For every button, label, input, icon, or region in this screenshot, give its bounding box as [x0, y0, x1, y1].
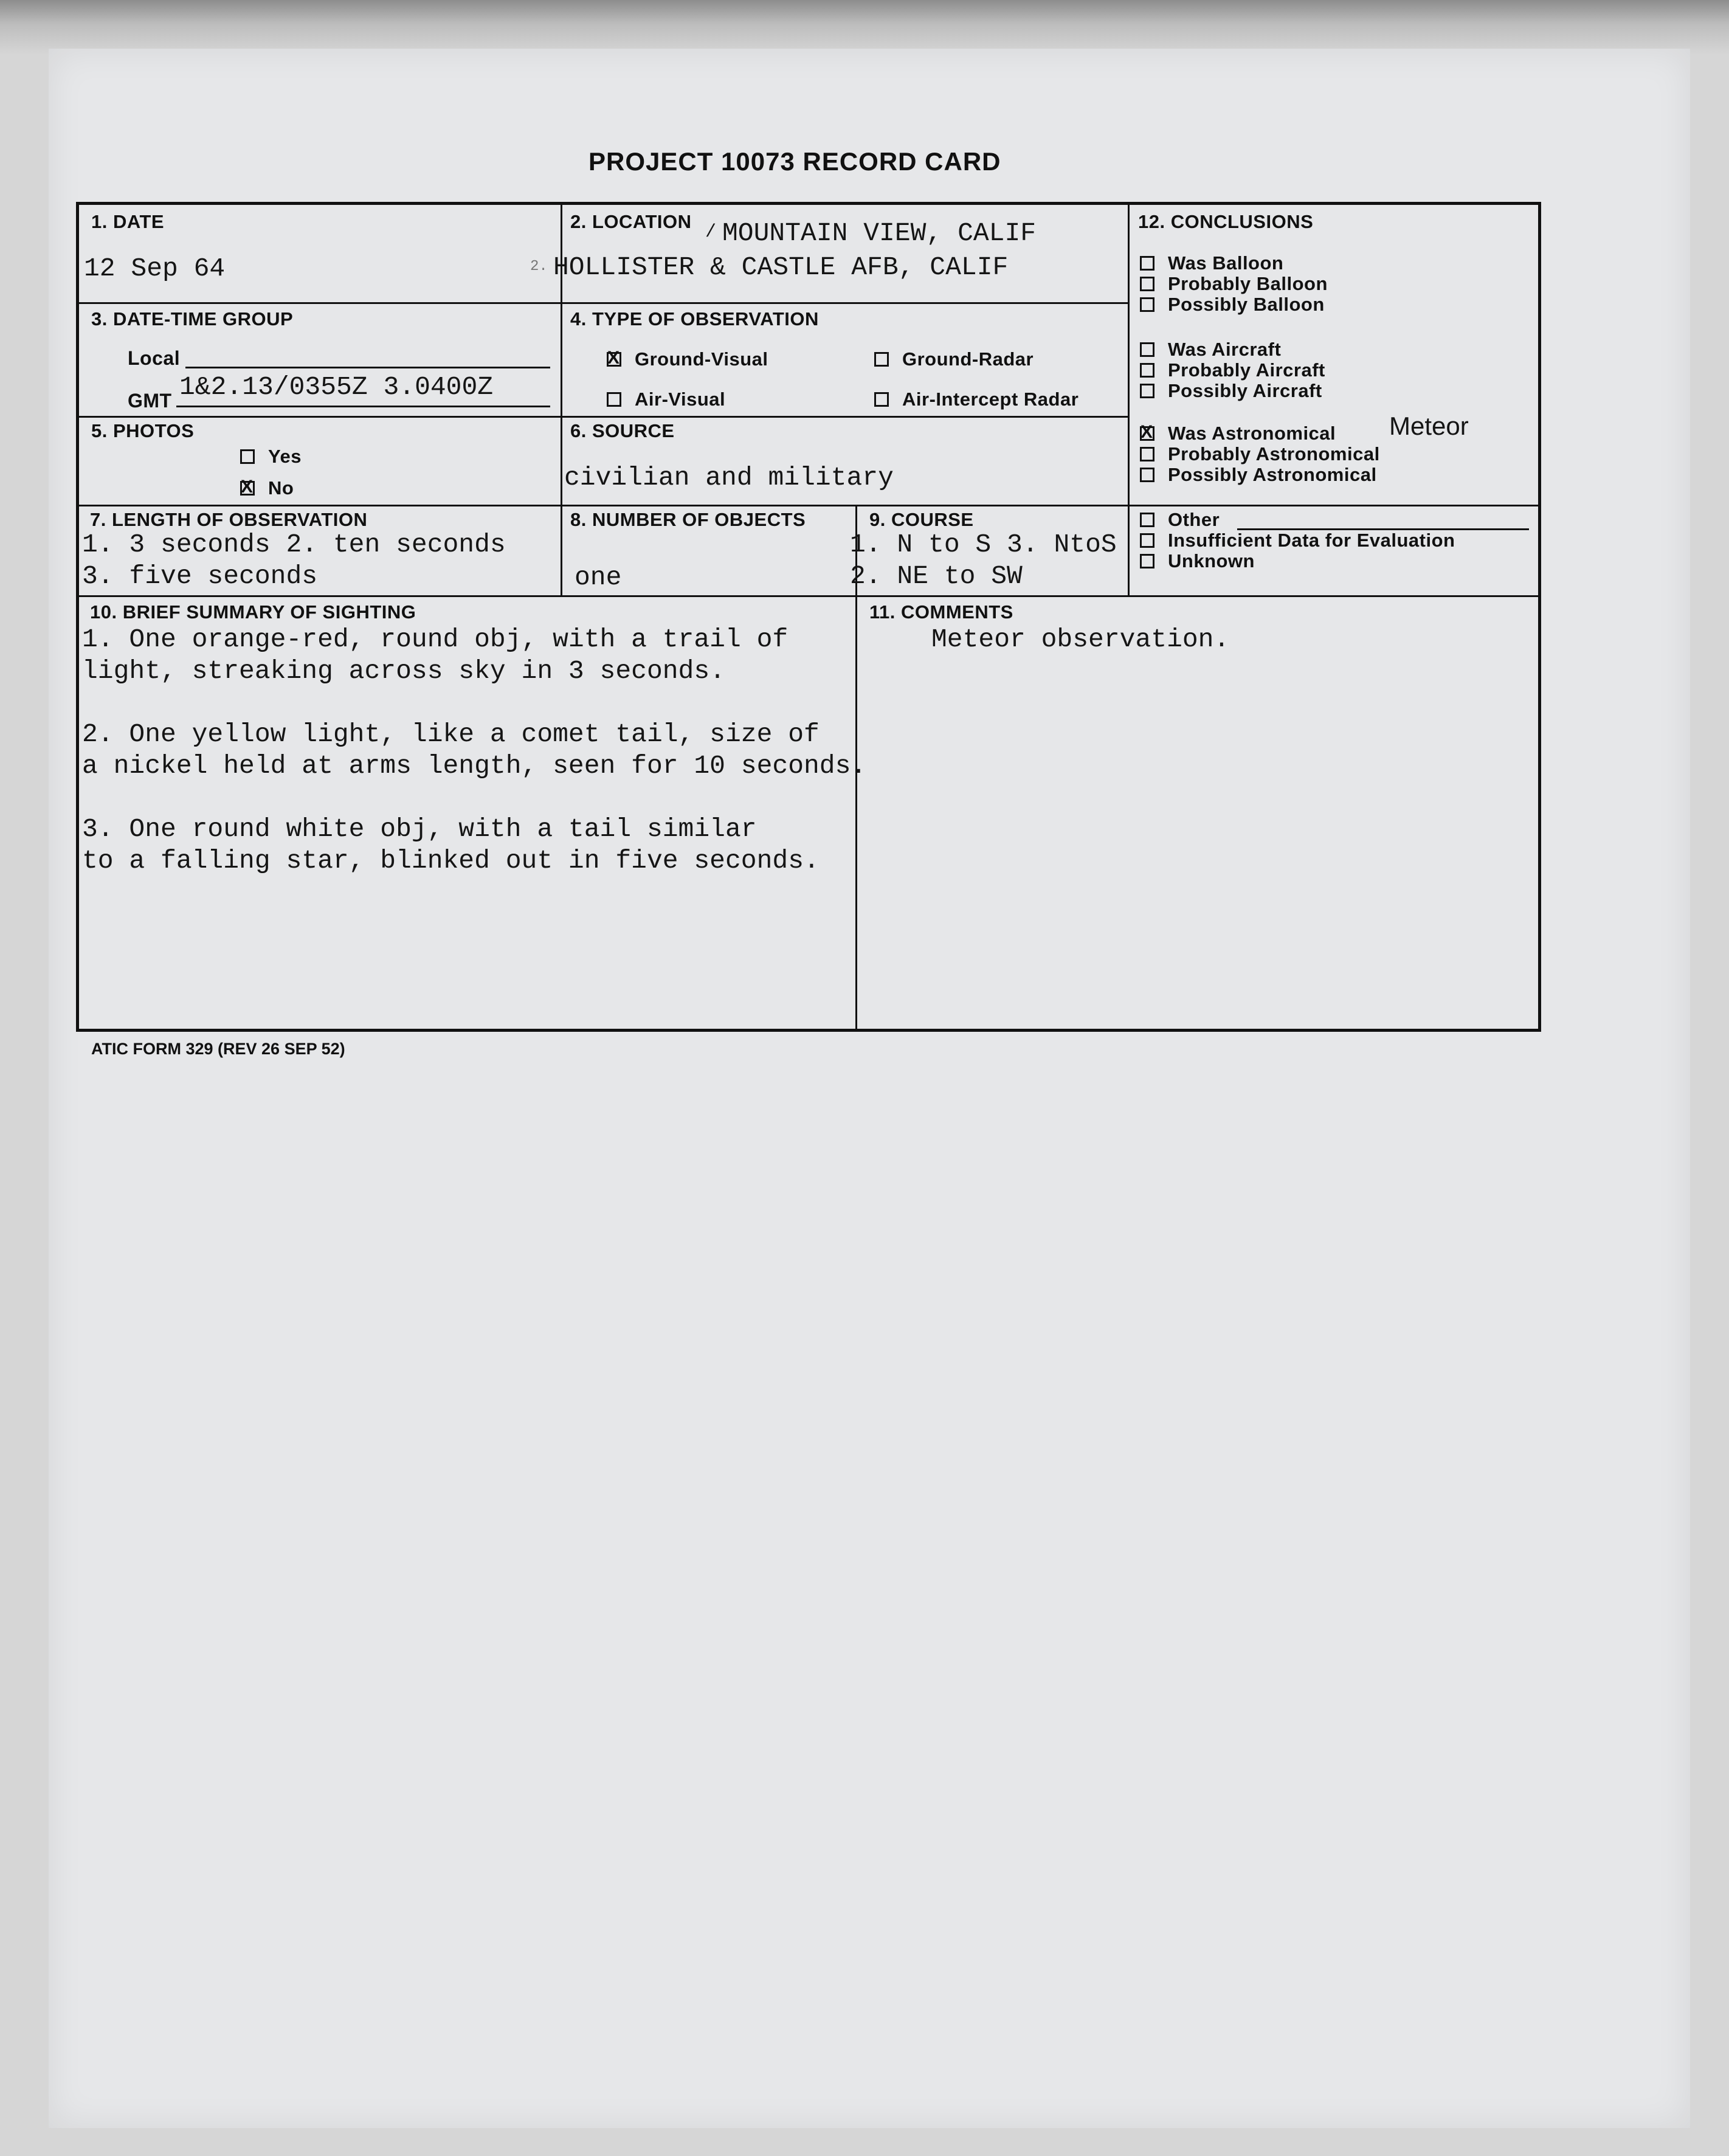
- bleed-through-text: [1265, 1192, 1280, 1222]
- source-value: civilian and military: [564, 463, 894, 492]
- conclusion-handwritten-meteor: Meteor: [1389, 412, 1469, 440]
- course-label: 9. COURSE: [869, 509, 974, 530]
- checkbox[interactable]: [240, 449, 255, 464]
- course-line-2: 2. NE to SW: [850, 561, 1023, 591]
- location-line-2: HOLLISTER & CASTLE AFB, CALIF: [553, 252, 1009, 282]
- length-line-1: 1. 3 seconds 2. ten seconds: [82, 530, 506, 559]
- checkbox-checked[interactable]: [607, 352, 621, 367]
- checkbox[interactable]: [607, 392, 621, 407]
- gmt-underline: [176, 406, 550, 407]
- checkbox[interactable]: [1140, 256, 1154, 271]
- record-card: [76, 202, 1541, 1032]
- conclusion-possibly-astronomical[interactable]: Possibly Astronomical: [1140, 464, 1377, 486]
- photos-yes[interactable]: Yes: [240, 446, 302, 468]
- photos-label: 5. PHOTOS: [91, 420, 195, 441]
- checkbox[interactable]: [1140, 384, 1154, 398]
- checkbox[interactable]: [1140, 554, 1154, 568]
- summary-line: 2. One yellow light, like a comet tail, size of: [82, 719, 820, 749]
- length-label: 7. LENGTH OF OBSERVATION: [90, 509, 368, 530]
- course-line-1: 1. N to S 3. NtoS: [850, 530, 1117, 559]
- comments-label: 11. COMMENTS: [869, 601, 1013, 623]
- summary-label: 10. BRIEF SUMMARY OF SIGHTING: [90, 601, 416, 623]
- checkbox[interactable]: [1140, 297, 1154, 312]
- checkbox-checked[interactable]: [240, 481, 255, 496]
- card-title: PROJECT 10073 RECORD CARD: [588, 147, 1001, 176]
- source-label: 6. SOURCE: [570, 420, 675, 441]
- checkbox[interactable]: [1140, 533, 1154, 548]
- gmt-value: 1&2.13/0355Z 3.0400Z: [179, 372, 494, 402]
- conclusion-possibly-balloon[interactable]: Possibly Balloon: [1140, 294, 1325, 316]
- conclusion-unknown[interactable]: Unknown: [1140, 550, 1255, 572]
- summary-line: a nickel held at arms length, seen for 10 seconds.: [82, 751, 867, 781]
- summary-line: light, streaking across sky in 3 seconds.: [82, 656, 725, 686]
- conclusion-possibly-aircraft[interactable]: Possibly Aircraft: [1140, 380, 1322, 402]
- gmt-label: GMT: [128, 390, 172, 412]
- checkbox[interactable]: [1140, 342, 1154, 357]
- rule: [79, 505, 1538, 506]
- objects-value: one: [575, 562, 622, 592]
- conclusions-label: 12. CONCLUSIONS: [1138, 211, 1314, 232]
- rule: [79, 302, 1128, 304]
- local-label: Local: [128, 347, 181, 369]
- checkbox[interactable]: [1140, 447, 1154, 461]
- length-line-2: 3. five seconds: [82, 561, 318, 591]
- summary-line: 1. One orange-red, round obj, with a trail of: [82, 624, 789, 654]
- checkbox[interactable]: [874, 352, 889, 367]
- type-label: 4. TYPE OF OBSERVATION: [570, 308, 819, 330]
- rule: [79, 595, 1538, 597]
- type-air-visual[interactable]: Air-Visual: [607, 389, 725, 410]
- conclusion-probably-astronomical[interactable]: Probably Astronomical: [1140, 443, 1380, 465]
- date-value: 12 Sep 64: [84, 254, 226, 283]
- location-marker-2: 2.: [530, 258, 548, 275]
- location-marker-1: /: [705, 222, 717, 243]
- conclusion-was-aircraft[interactable]: Was Aircraft: [1140, 339, 1281, 361]
- summary-line: 3. One round white obj, with a tail similar: [82, 814, 757, 844]
- date-label: 1. DATE: [91, 211, 165, 232]
- photos-no[interactable]: XNo: [240, 477, 294, 499]
- objects-label: 8. NUMBER OF OBJECTS: [570, 509, 806, 530]
- form-footer: ATIC FORM 329 (REV 26 SEP 52): [91, 1040, 345, 1058]
- checkbox[interactable]: [1140, 513, 1154, 527]
- conclusion-other[interactable]: Other: [1140, 509, 1220, 531]
- type-air-intercept-radar[interactable]: Air-Intercept Radar: [874, 389, 1078, 410]
- conclusion-insufficient-data[interactable]: Insufficient Data for Evaluation: [1140, 530, 1455, 551]
- summary-line: to a falling star, blinked out in five seconds.: [82, 846, 820, 876]
- checkbox[interactable]: [1140, 363, 1154, 378]
- local-underline: [185, 367, 550, 368]
- comments-value: Meteor observation.: [931, 624, 1230, 654]
- checkbox[interactable]: [1140, 468, 1154, 482]
- conclusion-was-astronomical[interactable]: XWas Astronomical: [1140, 423, 1336, 444]
- conclusion-was-balloon[interactable]: Was Balloon: [1140, 252, 1283, 274]
- type-ground-radar[interactable]: Ground-Radar: [874, 348, 1034, 370]
- checkbox[interactable]: [874, 392, 889, 407]
- rule: [1128, 205, 1130, 595]
- location-line-1: MOUNTAIN VIEW, CALIF: [722, 218, 1037, 248]
- type-ground-visual[interactable]: XGround-Visual: [607, 348, 768, 370]
- dtg-label: 3. DATE-TIME GROUP: [91, 308, 294, 330]
- conclusion-probably-balloon[interactable]: Probably Balloon: [1140, 273, 1328, 295]
- location-label: 2. LOCATION: [570, 211, 692, 232]
- rule: [79, 416, 1128, 418]
- conclusion-probably-aircraft[interactable]: Probably Aircraft: [1140, 359, 1325, 381]
- checkbox[interactable]: [1140, 277, 1154, 291]
- checkbox-checked[interactable]: [1140, 426, 1154, 441]
